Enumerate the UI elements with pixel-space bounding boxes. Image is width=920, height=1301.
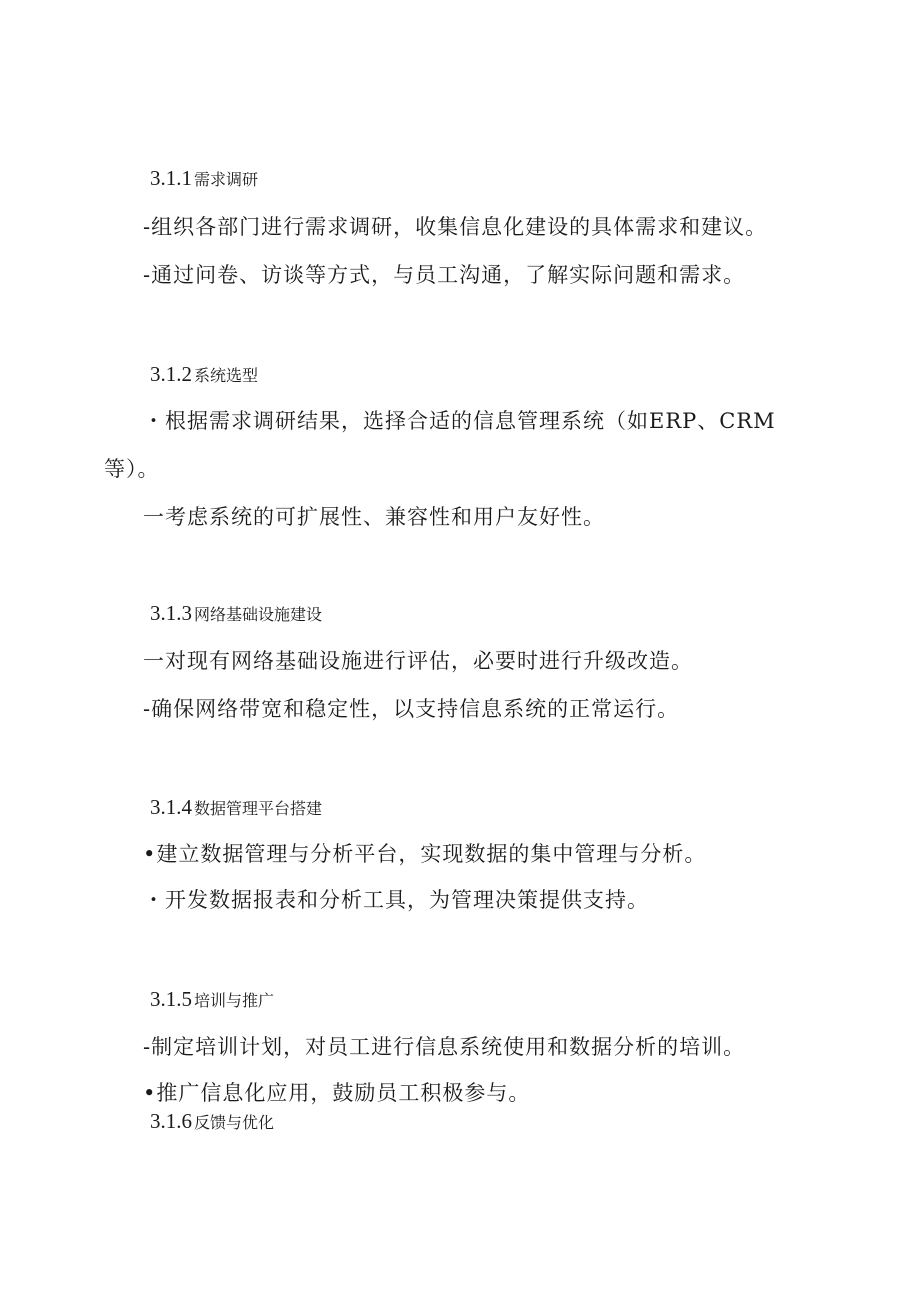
paragraph-line: •推广信息化应用，鼓励员工积极参与。 — [143, 1081, 531, 1105]
section-number: 3.1.6 — [150, 1109, 192, 1133]
section-heading-3-1-1 — [150, 166, 258, 191]
section-heading-3-1-5 — [150, 987, 274, 1012]
section-heading-3-1-4 — [150, 795, 322, 820]
section-number: 3.1.4 — [150, 795, 192, 819]
paragraph-line: 一考虑系统的可扩展性、兼容性和用户友好性。 — [143, 505, 605, 529]
paragraph-line: ・开发数据报表和分析工具，为管理决策提供支持。 — [143, 888, 649, 912]
paragraph-line: -确保网络带宽和稳定性，以支持信息系统的正常运行。 — [143, 697, 680, 721]
section-title: 需求调研 — [194, 170, 259, 189]
section-number: 3.1.5 — [150, 987, 192, 1011]
section-number: 3.1.1 — [150, 166, 192, 190]
paragraph-line: ・根据需求调研结果，选择合适的信息管理系统（如ERP、CRM — [143, 409, 776, 433]
section-number: 3.1.3 — [150, 601, 192, 625]
section-title: 反馈与优化 — [194, 1113, 275, 1132]
section-number: 3.1.2 — [150, 362, 192, 386]
paragraph-line: -制定培训计划，对员工进行信息系统使用和数据分析的培训。 — [143, 1035, 746, 1059]
paragraph-line: 一对现有网络基础设施进行评估，必要时进行升级改造。 — [143, 649, 693, 673]
paragraph-line: -组织各部门进行需求调研，收集信息化建设的具体需求和建议。 — [143, 215, 768, 239]
section-title: 数据管理平台搭建 — [194, 799, 323, 818]
section-heading-3-1-2 — [150, 362, 258, 387]
section-title: 系统选型 — [194, 366, 259, 385]
section-title: 培训与推广 — [194, 991, 275, 1010]
paragraph-line: -通过问卷、访谈等方式，与员工沟通，了解实际问题和需求。 — [143, 263, 746, 287]
section-heading-3-1-3 — [150, 601, 322, 626]
paragraph-line: •建立数据管理与分析平台，实现数据的集中管理与分析。 — [143, 842, 707, 866]
section-title: 网络基础设施建设 — [194, 605, 323, 624]
section-heading-3-1-6 — [150, 1109, 274, 1134]
paragraph-line-continuation: 等）。 — [104, 457, 160, 481]
